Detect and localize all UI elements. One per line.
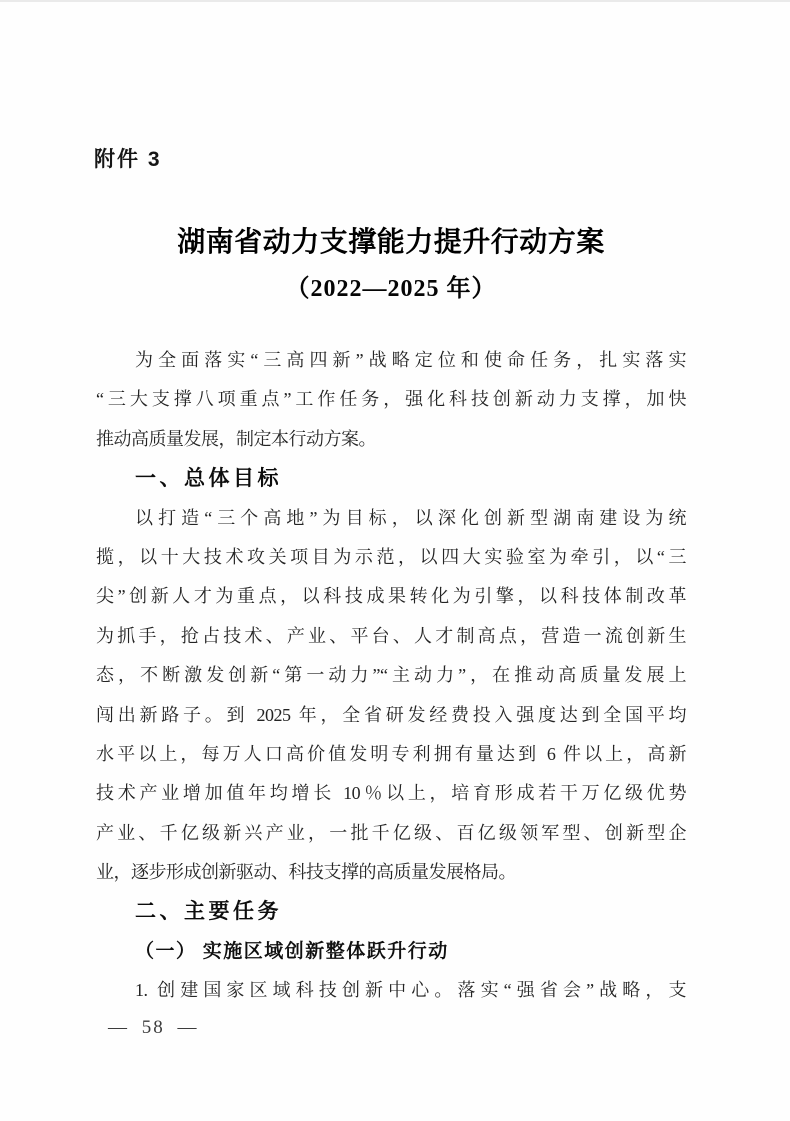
body-text-line: “三大支撑八项重点”工作任务，强化科技创新动力支撑，加快: [96, 389, 686, 410]
body-text-line: 业，逐步形成创新驱动、科技支撑的高质量发展格局。: [96, 862, 516, 883]
body-text-line: 闯出新路子。到 2025 年，全省研发经费投入强度达到全国平均: [96, 704, 686, 725]
body-text-line: 1. 创建国家区域科技创新中心。落实“强省会”战略，支: [135, 980, 686, 1001]
section-heading: 二、主要任务: [135, 900, 282, 924]
body-text-line: 为抓手，抢占技术、产业、平台、人才制高点，营造一流创新生: [96, 625, 686, 646]
body-text-line: 推动高质量发展，制定本行动方案。: [96, 428, 376, 449]
body-text-line: 尖”创新人才为重点，以科技成果转化为引擎，以科技体制改革: [96, 586, 686, 607]
section-heading: 一、总体目标: [135, 467, 282, 491]
body-text-line: 水平以上，每万人口高价值发明专利拥有量达到 6 件以上，高新: [96, 743, 686, 764]
document-title: 湖南省动力支撑能力提升行动方案: [177, 226, 605, 257]
attachment-label: 附件 3: [94, 148, 162, 171]
body-text-line: 产业、千亿级新兴产业，一批千亿级、百亿级领军型、创新型企: [96, 822, 686, 843]
scan-edge-artifact: [0, 0, 790, 2]
body-text-line: 以打造“三个高地”为目标，以深化创新型湖南建设为统: [135, 507, 686, 528]
subsection-heading: （一） 实施区域创新整体跃升行动: [135, 940, 449, 962]
document-body: [96, 341, 686, 1011]
document-subtitle: （2022—2025 年）: [285, 276, 497, 302]
body-text-line: 揽，以十大技术攻关项目为示范，以四大实验室为牵引，以“三: [96, 546, 686, 567]
body-text-line: 为全面落实“三高四新”战略定位和使命任务，扎实落实: [135, 350, 686, 370]
page-number: — 58 —: [108, 1017, 199, 1038]
body-text-line: 态，不断激发创新“第一动力”“主动力”，在推动高质量发展上: [96, 665, 686, 686]
body-text-line: 技术产业增加值年均增长 10％以上，培育形成若干万亿级优势: [96, 783, 686, 804]
